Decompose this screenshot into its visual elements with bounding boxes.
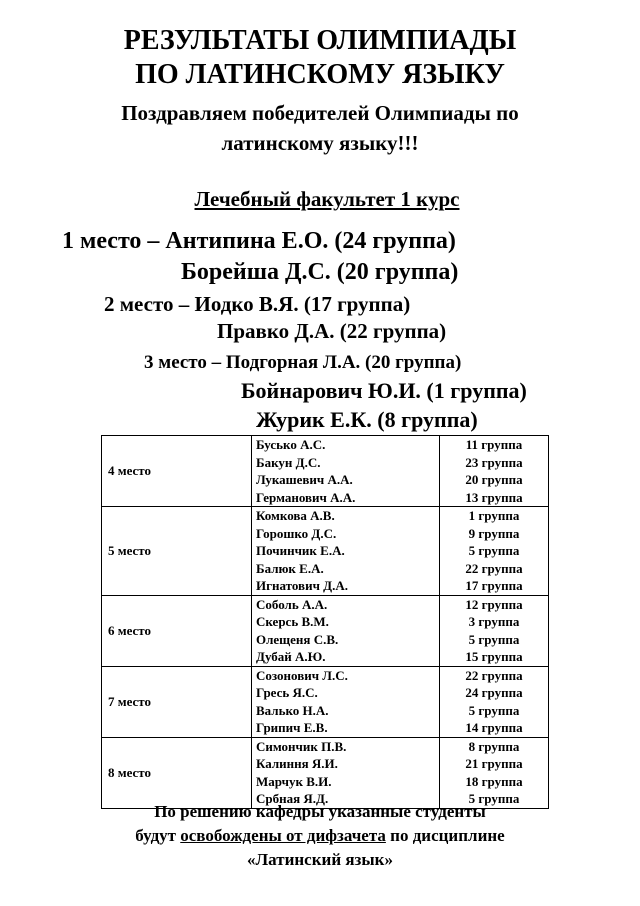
- groups-cell: [440, 737, 549, 808]
- student-name: Олещеня С.В.: [256, 631, 339, 647]
- place-cell: 5 место: [102, 507, 252, 596]
- student-name: Калиння Я.И.: [256, 756, 338, 771]
- student-group: 12 группа: [465, 596, 523, 612]
- exemption-underlined-text: освобождены от дифзачета: [180, 826, 386, 845]
- page-title-line-1: РЕЗУЛЬТАТЫ ОЛИМПИАДЫ: [123, 25, 517, 56]
- place-cell: 4 место: [102, 436, 252, 507]
- first-place-winner: 1 место – Антипина Е.О. (24 группа): [62, 228, 456, 254]
- student-group: 5 группа: [468, 702, 520, 718]
- congratulations-line-2: латинскому языку!!!: [221, 131, 419, 155]
- student-name: Бусько А.С.: [256, 437, 326, 452]
- faculty-heading: Лечебный факультет 1 курс: [194, 187, 460, 211]
- student-name: Дубай А.Ю.: [256, 649, 326, 664]
- student-group: 13 группа: [465, 489, 523, 505]
- footer-line-2-end: по дисциплине: [385, 826, 505, 845]
- student-name: Балюк Е.А.: [256, 560, 324, 576]
- student-name: Комкова А.В.: [256, 508, 335, 523]
- names-cell: [252, 507, 440, 596]
- student-group: 1 группа: [468, 508, 520, 523]
- student-name: Валько Н.А.: [256, 702, 329, 718]
- student-group: 9 группа: [468, 525, 520, 541]
- student-group: 22 группа: [465, 560, 523, 576]
- student-group: 5 группа: [468, 543, 520, 558]
- student-group: 18 группа: [465, 773, 523, 789]
- student-name: Германович А.А.: [256, 489, 356, 505]
- first-place-winner-2: Борейша Д.С. (20 группа): [181, 259, 459, 285]
- second-place-winner: 2 место – Иодко В.Я. (17 группа): [104, 292, 411, 316]
- results-table: [101, 435, 549, 809]
- place-cell: 6 место: [102, 595, 252, 666]
- table-row: [102, 737, 549, 808]
- names-cell: [252, 436, 440, 507]
- page-title-line-2: ПО ЛАТИНСКОМУ ЯЗЫКУ: [135, 59, 505, 90]
- student-name: Марчук В.И.: [256, 773, 332, 789]
- third-place-winner-3: Журик Е.К. (8 группа): [256, 407, 478, 432]
- second-place-winner-2: Правко Д.А. (22 группа): [217, 319, 447, 343]
- student-group: 14 группа: [465, 720, 523, 735]
- student-group: 5 группа: [468, 631, 520, 647]
- third-place-winner-2: Бойнарович Ю.И. (1 группа): [241, 378, 527, 403]
- student-group: 20 группа: [465, 472, 523, 487]
- student-group: 5 группа: [468, 791, 520, 806]
- groups-cell: [440, 595, 549, 666]
- groups-cell: [440, 507, 549, 596]
- student-group: 24 группа: [465, 685, 523, 700]
- student-group: 23 группа: [465, 454, 523, 470]
- student-group: 21 группа: [465, 756, 523, 771]
- student-name: Горошко Д.С.: [256, 525, 337, 541]
- student-name: Соболь А.А.: [256, 596, 328, 612]
- congratulations-line-1: Поздравляем победителей Олимпиады по: [121, 101, 519, 125]
- student-name: Србная Я.Д.: [256, 791, 329, 806]
- footer-line-2: [0, 824, 640, 848]
- table-row: [102, 666, 549, 737]
- footer-line-1: По решению кафедры указанные студенты: [154, 802, 486, 821]
- student-group: 3 группа: [468, 614, 520, 629]
- groups-cell: [440, 436, 549, 507]
- student-name: Починчик Е.А.: [256, 543, 345, 558]
- names-cell: [252, 666, 440, 737]
- place-cell: 8 место: [102, 737, 252, 808]
- footer-line-3: «Латинский язык»: [247, 850, 393, 869]
- names-cell: [252, 595, 440, 666]
- student-name: Лукашевич А.А.: [256, 472, 353, 487]
- table-row: [102, 507, 549, 596]
- student-name: Созонович Л.С.: [256, 667, 348, 683]
- table-row: [102, 595, 549, 666]
- footer-line-2-start: будут: [135, 826, 181, 845]
- student-name: Гресь Я.С.: [256, 685, 318, 700]
- third-place-winner: 3 место – Подгорная Л.А. (20 группа): [144, 352, 462, 373]
- student-name: Скерсь В.М.: [256, 614, 329, 629]
- groups-cell: [440, 666, 549, 737]
- names-cell: [252, 737, 440, 808]
- student-group: 17 группа: [465, 578, 523, 593]
- student-group: 11 группа: [465, 437, 523, 452]
- table-row: [102, 436, 549, 507]
- student-name: Игнатович Д.А.: [256, 578, 348, 593]
- student-name: Бакун Д.С.: [256, 454, 321, 470]
- student-name: Грипич Е.В.: [256, 720, 328, 735]
- student-group: 15 группа: [465, 649, 523, 664]
- student-group: 8 группа: [468, 738, 520, 754]
- place-cell: 7 место: [102, 666, 252, 737]
- student-name: Симончик П.В.: [256, 738, 347, 754]
- student-group: 22 группа: [465, 667, 523, 683]
